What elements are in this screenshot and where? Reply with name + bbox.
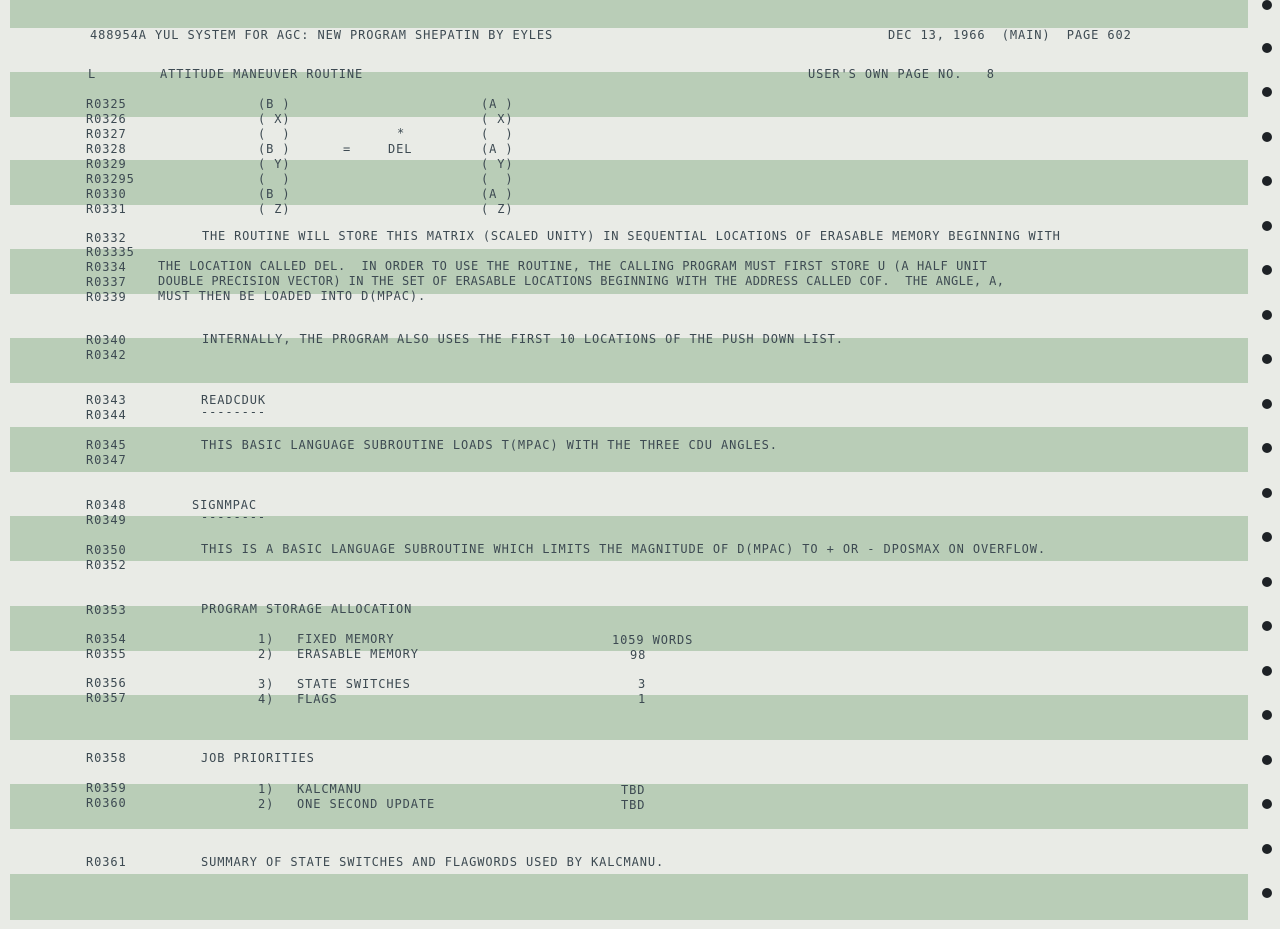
line-label: R0357: [86, 691, 127, 705]
feed-hole: [1262, 710, 1272, 720]
item-value: TBD: [621, 783, 646, 797]
title-underline: --------: [201, 510, 266, 524]
feed-hole: [1262, 399, 1272, 409]
paragraph-line: THE ROUTINE WILL STORE THIS MATRIX (SCALED UNITY) IN SEQUENTIAL LOCATIONS OF ERASABLE MEMORY BEGINNING WITH: [202, 229, 1061, 243]
item-number: 4): [258, 692, 275, 706]
green-band: [10, 874, 1248, 920]
feed-hole: [1262, 532, 1272, 542]
line-label: R0329: [86, 157, 127, 171]
matrix-star: *: [397, 126, 406, 140]
matrix-left-cell: (B ): [258, 142, 291, 156]
line-label: R0342: [86, 348, 127, 362]
line-label: R0334: [86, 260, 127, 274]
green-band: [10, 160, 1248, 205]
green-band: [10, 0, 1248, 28]
section-title: ATTITUDE MANEUVER ROUTINE: [160, 67, 364, 81]
matrix-left-cell: (B ): [258, 187, 291, 201]
line-label: R0339: [86, 290, 127, 304]
item-number: 2): [258, 797, 275, 811]
line-label: R0328: [86, 142, 127, 156]
item-name: STATE SWITCHES: [297, 677, 411, 691]
item-name: KALCMANU: [297, 782, 362, 796]
item-number: 1): [258, 782, 275, 796]
line-label: R0352: [86, 558, 127, 572]
matrix-right-cell: ( X): [481, 112, 514, 126]
line-label: R0325: [86, 97, 127, 111]
line-label: R0327: [86, 127, 127, 141]
item-name: ERASABLE MEMORY: [297, 647, 419, 661]
feed-hole: [1262, 844, 1272, 854]
feed-hole: [1262, 755, 1272, 765]
feed-hole: [1262, 0, 1272, 10]
line-label: R0347: [86, 453, 127, 467]
feed-hole: [1262, 221, 1272, 231]
section-marker: L: [88, 67, 97, 81]
matrix-left-cell: ( Y): [258, 157, 291, 171]
paragraph-line: DOUBLE PRECISION VECTOR) IN THE SET OF ERASABLE LOCATIONS BEGINNING WITH THE ADDRESS CALLED COF. THE ANGLE, A,: [158, 274, 1005, 288]
matrix-right-cell: (A ): [481, 97, 514, 111]
matrix-left-cell: ( ): [258, 127, 291, 141]
matrix-right-cell: ( Z): [481, 202, 514, 216]
feed-hole: [1262, 87, 1272, 97]
matrix-equals: =: [343, 142, 352, 156]
line-label: R0337: [86, 275, 127, 289]
paragraph-line: THIS IS A BASIC LANGUAGE SUBROUTINE WHICH LIMITS THE MAGNITUDE OF D(MPAC) TO + OR - DPOSMAX ON OVERFLOW.: [201, 542, 1046, 556]
line-label: R0331: [86, 202, 127, 216]
line-label: R0356: [86, 676, 127, 690]
item-name: ONE SECOND UPDATE: [297, 797, 436, 811]
header-right: DEC 13, 1966 (MAIN) PAGE 602: [888, 28, 1132, 42]
matrix-del: DEL: [388, 142, 413, 156]
line-label: R0355: [86, 647, 127, 661]
item-number: 2): [258, 647, 275, 661]
item-number: 3): [258, 677, 275, 691]
priorities-title: JOB PRIORITIES: [201, 751, 315, 765]
item-value: 1: [638, 692, 647, 706]
line-label: R0343: [86, 393, 127, 407]
feed-hole: [1262, 488, 1272, 498]
item-name: FIXED MEMORY: [297, 632, 395, 646]
feed-hole: [1262, 132, 1272, 142]
item-number: 1): [258, 632, 275, 646]
matrix-right-cell: ( ): [481, 172, 514, 186]
paragraph-line: THIS BASIC LANGUAGE SUBROUTINE LOADS T(MPAC) WITH THE THREE CDU ANGLES.: [201, 438, 778, 452]
line-label: R0359: [86, 781, 127, 795]
line-label: R0332: [86, 231, 127, 245]
line-label: R0349: [86, 513, 127, 527]
title-underline: --------: [201, 405, 266, 419]
line-label: R03295: [86, 172, 135, 186]
feed-hole: [1262, 621, 1272, 631]
paragraph-line: MUST THEN BE LOADED INTO D(MPAC).: [158, 289, 427, 303]
feed-hole: [1262, 265, 1272, 275]
feed-hole: [1262, 888, 1272, 898]
line-label: R0361: [86, 855, 127, 869]
paragraph-line: THE LOCATION CALLED DEL. IN ORDER TO USE THE ROUTINE, THE CALLING PROGRAM MUST FIRST STORE U (A HALF UNIT: [158, 259, 988, 273]
storage-title: PROGRAM STORAGE ALLOCATION: [201, 602, 413, 616]
paragraph-line: SUMMARY OF STATE SWITCHES AND FLAGWORDS USED BY KALCMANU.: [201, 855, 665, 869]
item-value: 3: [638, 677, 647, 691]
feed-hole: [1262, 310, 1272, 320]
line-label: R0360: [86, 796, 127, 810]
matrix-left-cell: ( X): [258, 112, 291, 126]
line-label: R0330: [86, 187, 127, 201]
matrix-left-cell: ( Z): [258, 202, 291, 216]
user-page-number: USER'S OWN PAGE NO. 8: [808, 67, 995, 81]
subroutine-title: SIGNMPAC: [192, 498, 257, 512]
line-label: R0348: [86, 498, 127, 512]
matrix-right-cell: ( Y): [481, 157, 514, 171]
feed-hole: [1262, 799, 1272, 809]
subroutine-title: READCDUK: [201, 393, 266, 407]
line-label: R0326: [86, 112, 127, 126]
matrix-left-cell: ( ): [258, 172, 291, 186]
paragraph-line: INTERNALLY, THE PROGRAM ALSO USES THE FIRST 10 LOCATIONS OF THE PUSH DOWN LIST.: [202, 332, 844, 346]
line-label: R0354: [86, 632, 127, 646]
feed-hole: [1262, 443, 1272, 453]
feed-hole: [1262, 354, 1272, 364]
line-label: R0340: [86, 333, 127, 347]
item-value: 98: [630, 648, 647, 662]
line-label: R0353: [86, 603, 127, 617]
item-value: TBD: [621, 798, 646, 812]
matrix-left-cell: (B ): [258, 97, 291, 111]
matrix-right-cell: (A ): [481, 142, 514, 156]
line-label: R0345: [86, 438, 127, 452]
matrix-right-cell: ( ): [481, 127, 514, 141]
header-left: 488954A YUL SYSTEM FOR AGC: NEW PROGRAM SHEPATIN BY EYLES: [90, 28, 554, 42]
line-label: R0344: [86, 408, 127, 422]
matrix-right-cell: (A ): [481, 187, 514, 201]
item-value: 1059 WORDS: [612, 633, 694, 647]
feed-hole: [1262, 577, 1272, 587]
green-band: [10, 695, 1248, 740]
line-label: R0358: [86, 751, 127, 765]
feed-hole: [1262, 176, 1272, 186]
feed-hole: [1262, 666, 1272, 676]
item-name: FLAGS: [297, 692, 338, 706]
feed-hole: [1262, 43, 1272, 53]
line-label: R03335: [86, 245, 135, 259]
line-label: R0350: [86, 543, 127, 557]
